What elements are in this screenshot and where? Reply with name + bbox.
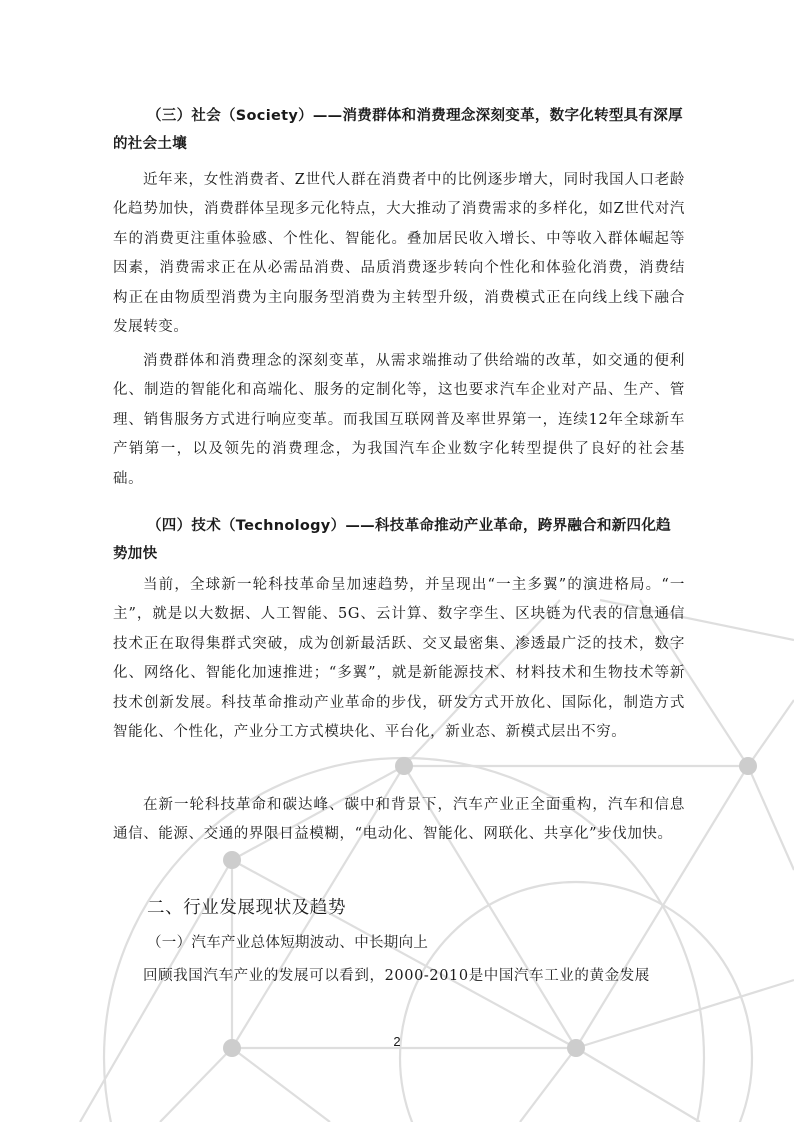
paragraph-society-2: 消费群体和消费理念的深刻变革，从需求端推动了供给端的改革，如交通的便利化、制造的智能化和高端化、服务的定制化等，这也要求汽车企业对产品、生产、管理、销售服务方式进行响应变革。而我国互联网普及率世界第一，连续12年全球新车产销第一，以及领先的消费理念，为我国汽车企业数字化转型提供了良好的社会基础。 [113,353,685,487]
paragraph-technology-2: 在新一轮科技革命和碳达峰、碳中和背景下，汽车产业正全面重构，汽车和信息通信、能源、交通的界限日益模糊，“电动化、智能化、网联化、共享化”步伐加快。 [113,797,685,843]
paragraph-review: 回顾我国汽车产业的发展可以看到，2000-2010是中国汽车工业的黄金发展 [143,968,650,984]
page-number: 2 [393,1034,401,1049]
chapter-heading: 二、行业发展现状及趋势 [147,898,347,918]
section-heading-society: （三）社会（Society）——消费群体和消费理念深刻变革，数字化转型具有深厚的社会土壤 [113,108,683,152]
paragraph-society-1: 近年来，女性消费者、Z世代人群在消费者中的比例逐步增大，同时我国人口老龄化趋势加快，消费群体呈现多元化特点，大大推动了消费需求的多样化，如Z世代对汽车的消费更注重体验感、个性化、智能化。叠加居民收入增长、中等收入群体崛起等因素，消费需求正在从必需品消费、品质消费逐步转向个性化和体验化消费，消费结构正在由物质型消费为主向服务型消费为主转型升级，消费模式正在向线上线下融合发展转变。 [113,172,685,336]
paragraph-technology-1: 当前，全球新一轮科技革命呈加速趋势，并呈现出“一主多翼”的演进格局。“一主”，就是以大数据、人工智能、5G、云计算、数字孪生、区块链为代表的信息通信技术正在取得集群式突破，成为创新最活跃、交叉最密集、渗透最广泛的技术，数字化、网络化、智能化加速推进；“多翼”，就是新能源技术、材料技术和生物技术等新技术创新发展。科技革命推动产业革命的步伐，研发方式开放化、国际化，制造方式智能化、个性化，产业分工方式模块化、平台化，新业态、新模式层出不穷。 [113,577,685,741]
section-heading-technology: （四）技术（Technology）——科技革命推动产业革命，跨界融合和新四化趋势加快 [113,518,671,562]
subsection-heading: （一）汽车产业总体短期波动、中长期向上 [147,935,429,951]
